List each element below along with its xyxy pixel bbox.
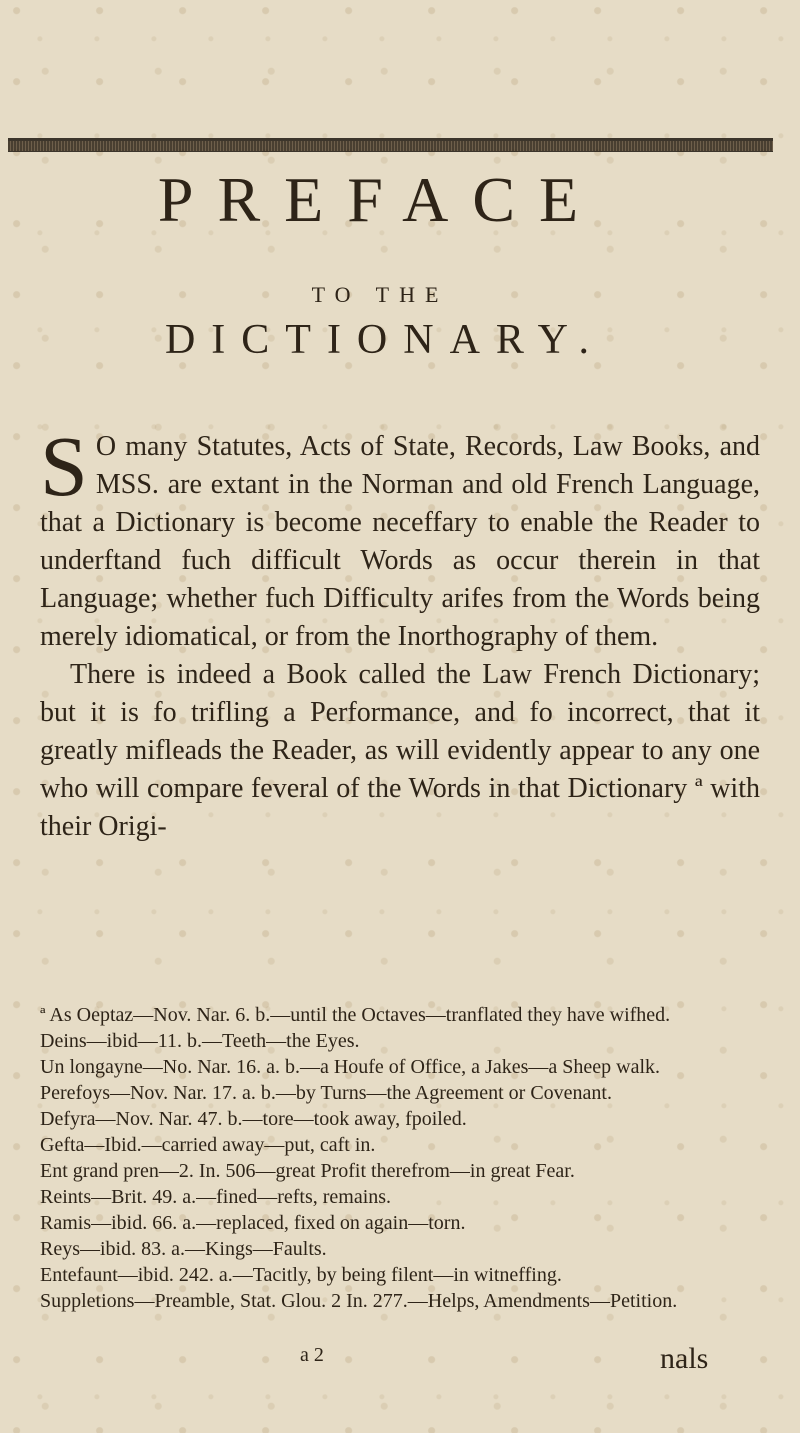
footnote-item: Un longayne—No. Nar. 16. a. b.—a Houfe of Office, a Jakes—a Sheep walk. [40,1056,661,1078]
footnote-item: Ramis—ibid. 66. a.—replaced, fixed on again—torn. [40,1212,466,1234]
subtitle-dictionary: DICTIONARY. [164,317,606,363]
footnote-item: Deins—ibid—11. b.—Teeth—the Eyes. [40,1030,360,1052]
signature-mark: a 2 [300,1344,324,1366]
footnote-item: Defyra—Nov. Nar. 47. b.—tore—took away, fpoiled. [40,1108,467,1130]
footnote-item: Perefoys—Nov. Nar. 17. a. b.—by Turns—the Agreement or Covenant. [40,1082,612,1104]
footnote-item: Reints—Brit. 49. a.—fined—refts, remains. [40,1186,392,1208]
body-text [40,418,760,846]
paragraph-1 [40,418,760,656]
footnotes [40,1002,760,1314]
footnote-item: Gefta—Ibid.—carried away—put, caft in. [40,1134,376,1156]
paragraph-2: There is indeed a Book called the Law French Dictionary; but it is fo trifling a Performance, and fo incorrect, that it greatly mifleads the Reader, as will evidently appear to any one who will compare feveral of the Words in that Dictionary ª with their Origi- [40,659,760,842]
footnote-item: ª As Oeptaz—Nov. Nar. 6. b.—until the Octaves—tranflated they have wifhed. [40,1004,671,1026]
drop-cap: S [40,418,88,514]
footnote-item: Ent grand pren—2. In. 506—great Profit therefrom—in great Fear. [40,1160,575,1182]
footnote-item: Suppletions—Preamble, Stat. Glou. 2 In. 277.—Helps, Amendments—Petition. [40,1290,678,1312]
footnote-item: Reys—ibid. 83. a.—Kings—Faults. [40,1238,327,1260]
paragraph-1-text: O many Statutes, Acts of State, Records, Law Books, and MSS. are extant in the Norman and old French Language, that a Dictionary is become neceffary to enable the Reader to underftand fuch difficult Words as occur therein in that Language; whether fuch Difficulty arifes from the Words being merely idiomatical, or from the Inorthography of them. [40,431,760,652]
ornamental-rule [8,138,773,152]
footnote-item: Entefaunt—ibid. 242. a.—Tacitly, by being filent—in witneffing. [40,1264,562,1286]
catchword: nals [660,1342,709,1375]
page-title: PREFACE [157,164,603,235]
subtitle-to-the: TO THE [311,282,449,307]
